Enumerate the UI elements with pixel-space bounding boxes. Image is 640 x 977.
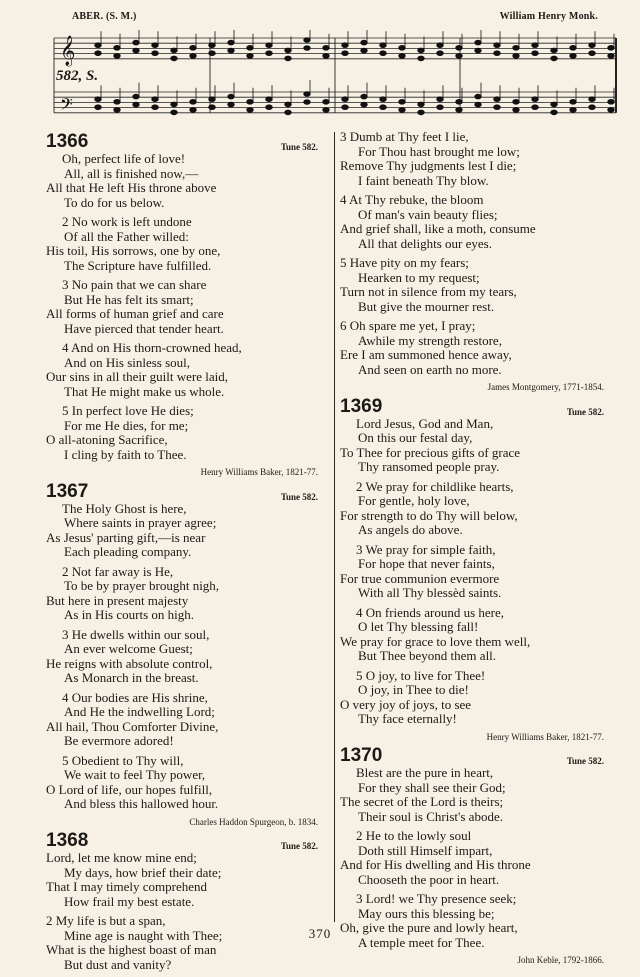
note-head [399, 54, 405, 59]
note-head [570, 46, 576, 51]
note-head [418, 56, 424, 61]
stanza [340, 130, 616, 188]
note-head [494, 97, 500, 102]
hymn-tune-ref: Tune 582. [280, 841, 318, 851]
note-head [209, 105, 215, 110]
left-column [46, 130, 330, 977]
stanza [340, 417, 616, 475]
note-head [513, 54, 519, 59]
note-head [437, 97, 443, 102]
note-head [437, 105, 443, 110]
verse-line: Turn not in silence from my tears, [340, 284, 517, 299]
note-head [209, 51, 215, 56]
hymn-header [46, 831, 330, 851]
hymn-number: 1367 [46, 480, 89, 502]
verse-line: 4 And on His thorn-crowned head, [62, 340, 242, 355]
verse-line: To Thee for precious gifts of grace [340, 444, 521, 460]
note-head [361, 102, 367, 107]
verse-line: O let Thy blessing fall! [358, 619, 479, 634]
verse-line: Doth still Himself impart, [358, 842, 493, 858]
hymn-author: Charles Haddon Spurgeon, b. 1834. [189, 816, 318, 827]
verse-line: 3 We pray for simple faith, [356, 541, 496, 557]
stanza [46, 215, 330, 273]
verse-line: The Holy Ghost is here, [62, 500, 187, 516]
verse-line: 2 My life is but a span, [46, 913, 166, 928]
verse-line: As Jesus' parting gift,—is near [46, 529, 206, 545]
note-head [228, 40, 234, 45]
verse-line: 4 Our bodies are His shrine, [62, 689, 208, 705]
note-head [171, 48, 177, 53]
note-head [95, 97, 101, 102]
verse-line: On this our festal day, [358, 430, 473, 445]
stanza [46, 502, 330, 560]
hymn-author: James Montgomery, 1771-1854. [487, 382, 604, 392]
verse-line: For gentle, holy love, [358, 493, 470, 508]
note-head [323, 108, 329, 113]
column-divider [334, 132, 335, 922]
verse-line: O very joy of joys, to see [340, 696, 472, 712]
note-head [114, 100, 120, 105]
verse-line: And bless this hallowed hour. [64, 796, 219, 811]
verse-line: And grief shall, like a moth, consume [340, 221, 536, 236]
tune-reference: 582, S. [56, 68, 99, 84]
verse-line: A temple meet for Thee. [358, 934, 485, 950]
stanza [46, 565, 330, 623]
note-head [551, 48, 557, 53]
note-head [95, 51, 101, 56]
verse-line: 3 Dumb at Thy feet I lie, [340, 129, 469, 144]
hymn [46, 132, 330, 480]
verse-line: An ever welcome Guest; [64, 641, 193, 656]
note-head [589, 51, 595, 56]
right-column [340, 130, 616, 970]
note-head [152, 43, 158, 48]
verse-line: How frail my best estate. [64, 893, 195, 909]
note-head [532, 51, 538, 56]
verse-line: 3 No pain that we can share [62, 277, 207, 292]
verse-line: But dust and vanity? [64, 956, 172, 972]
verse-line: Our sins in all their guilt were laid, [46, 369, 228, 384]
verse-line: All that He left His throne above [46, 180, 217, 195]
note-head [418, 102, 424, 107]
verse-line: Hearken to my request; [358, 269, 480, 285]
verse-line: Mine age is naught with Thee; [64, 927, 223, 943]
note-head [532, 105, 538, 110]
note-head [589, 97, 595, 102]
note-head [171, 102, 177, 107]
note-head [323, 100, 329, 105]
verse-line: For hope that never faints, [358, 556, 495, 571]
stanza [340, 606, 616, 664]
note-head [437, 51, 443, 56]
note-head [513, 100, 519, 105]
note-head [209, 97, 215, 102]
verse-line: O joy, in Thee to die! [358, 682, 469, 697]
verse-line: I faint beneath Thy blow. [358, 172, 489, 188]
verse-line: As in His courts on high. [64, 607, 194, 622]
verse-line: For Thou hast brought me low; [358, 143, 520, 159]
verse-line: Oh, perfect life of love! [62, 151, 186, 166]
note-head [114, 54, 120, 59]
hymn-number: 1366 [46, 131, 89, 152]
composer-name: William Henry Monk. [499, 11, 598, 22]
note-head [285, 110, 291, 115]
verse-line: 5 O joy, to live for Thee! [356, 667, 486, 683]
note-head [304, 38, 310, 43]
hymn-number: 1370 [340, 745, 383, 766]
verse-line: For they shall see their God; [358, 779, 506, 795]
hymn-author: John Keble, 1792-1866. [517, 955, 604, 965]
verse-line: Where saints in prayer agree; [64, 515, 217, 530]
verse-line: 5 Obedient to Thy will, [62, 752, 184, 768]
stanza [340, 543, 616, 601]
note-head [247, 46, 253, 51]
verse-line: We wait to feel Thy power, [64, 767, 206, 782]
verse-line: We pray for grace to love them well, [340, 633, 531, 649]
verse-line: He reigns with absolute control, [46, 655, 213, 671]
verse-line: 5 Have pity on my fears; [340, 255, 469, 270]
note-head [95, 105, 101, 110]
verse-line: As Monarch in the breast. [64, 670, 199, 685]
note-head [266, 105, 272, 110]
note-head [228, 94, 234, 99]
note-head [380, 105, 386, 110]
verse-line: I cling by faith to Thee. [64, 446, 187, 462]
note-head [323, 54, 329, 59]
note-head [190, 46, 196, 51]
verse-line: Ere I am summoned hence away, [340, 347, 512, 362]
note-head [475, 48, 481, 53]
note-head [456, 108, 462, 113]
note-head [589, 105, 595, 110]
verse-line: 4 On friends around us here, [356, 604, 505, 620]
verse-line: To be by prayer brought nigh, [64, 578, 220, 593]
note-head [171, 56, 177, 61]
verse-line: Be evermore adored! [64, 733, 174, 748]
note-head [456, 100, 462, 105]
note-head [399, 108, 405, 113]
note-head [570, 54, 576, 59]
stanza [340, 669, 616, 727]
stanza [340, 766, 616, 824]
note-head [152, 105, 158, 110]
verse-line: May ours this blessing be; [358, 905, 495, 921]
bass-clef-icon: 𝄢 [60, 95, 73, 118]
verse-line: But here in present majesty [46, 592, 189, 608]
hymn-tune-ref: Tune 582. [566, 756, 604, 766]
hymn-author: Henry Williams Baker, 1821-77. [486, 731, 604, 742]
stanza [46, 914, 330, 972]
stanza [46, 404, 330, 462]
note-head [228, 48, 234, 53]
note-head [456, 46, 462, 51]
note-head [133, 40, 139, 45]
treble-clef-icon: 𝄞 [60, 35, 76, 65]
hymn [46, 831, 330, 972]
verse-line: Of man's vain beauty flies; [358, 206, 498, 222]
verse-line: The secret of the Lord is theirs; [340, 794, 504, 809]
verse-line: O all-atoning Sacrifice, [46, 432, 168, 447]
note-head [266, 43, 272, 48]
stanza [340, 480, 616, 538]
stanza [46, 152, 330, 210]
hymn-number: 1369 [340, 395, 383, 417]
note-head [152, 51, 158, 56]
verse-line: All that delights our eyes. [358, 235, 492, 251]
hymn-header [46, 132, 330, 152]
verse-line: For strength to do Thy will below, [340, 507, 518, 523]
note-head [475, 94, 481, 99]
note-head [532, 97, 538, 102]
note-head [133, 94, 139, 99]
verse-line: All, all is finished now,— [64, 165, 199, 181]
note-head [190, 108, 196, 113]
stanza [340, 319, 616, 377]
hymn-tune-ref: Tune 582. [566, 406, 604, 417]
verse-line: 2 No work is left undone [62, 214, 192, 229]
verse-line: Of all the Father willed: [64, 228, 189, 244]
hymn-header [340, 397, 616, 417]
note-head [532, 43, 538, 48]
note-head [323, 46, 329, 51]
note-head [342, 51, 348, 56]
note-head [266, 97, 272, 102]
verse-line: And for His dwelling and His throne [340, 857, 531, 872]
note-head [399, 100, 405, 105]
verse-line: 3 He dwells within our soul, [62, 626, 210, 642]
hymn-tune-ref: Tune 582. [280, 142, 318, 152]
verse-line: For me He dies, for me; [64, 417, 189, 433]
verse-line: O Lord of life, our hopes fulfill, [46, 781, 213, 797]
note-head [494, 105, 500, 110]
note-head [418, 110, 424, 115]
note-head [551, 110, 557, 115]
hymn-author: Henry Williams Baker, 1821-77. [200, 467, 318, 477]
verse-line: Lord, let me know mine end; [46, 850, 197, 865]
note-head [285, 48, 291, 53]
note-head [494, 43, 500, 48]
note-head [608, 46, 614, 51]
verse-line: 6 Oh spare me yet, I pray; [340, 318, 476, 333]
verse-line: 5 In perfect love He dies; [62, 403, 194, 418]
hymn [46, 482, 330, 830]
verse-line: Their soul is Christ's abode. [358, 808, 503, 824]
note-head [494, 51, 500, 56]
note-head [304, 100, 310, 105]
verse-line: For true communion evermore [340, 570, 500, 586]
note-head [513, 108, 519, 113]
note-head [380, 97, 386, 102]
note-head [190, 54, 196, 59]
verse-line: As angels do above. [358, 522, 463, 537]
verse-line: Oh, give the pure and lowly heart, [340, 920, 518, 935]
verse-line: Remove Thy judgments lest I die; [340, 158, 517, 173]
verse-line: Thy ransomed people pray. [358, 459, 500, 474]
note-head [608, 54, 614, 59]
note-head [285, 56, 291, 61]
verse-line: And He the indwelling Lord; [64, 704, 215, 719]
note-head [475, 102, 481, 107]
verse-line: 3 Lord! we Thy presence seek; [356, 891, 517, 906]
note-head [589, 43, 595, 48]
note-head [342, 43, 348, 48]
note-head [304, 46, 310, 51]
verse-line: My days, how brief their date; [64, 864, 222, 880]
stanza [46, 278, 330, 336]
hymn-header [340, 746, 616, 766]
verse-line: 4 At Thy rebuke, the bloom [340, 192, 484, 207]
note-head [285, 102, 291, 107]
tune-name: ABER. (S. M.) [72, 11, 137, 22]
verse-line: Thy face eternally! [358, 711, 457, 726]
note-head [342, 97, 348, 102]
verse-line: Blest are the pure in heart, [356, 765, 494, 780]
page-number: 370 [308, 926, 332, 941]
note-head [95, 43, 101, 48]
hymn-header [46, 482, 330, 502]
note-head [608, 108, 614, 113]
music-score [50, 30, 618, 130]
note-head [209, 43, 215, 48]
note-head [570, 100, 576, 105]
verse-line: Lord Jesus, God and Man, [356, 415, 494, 431]
note-head [361, 48, 367, 53]
note-head [304, 92, 310, 97]
verse-line: But give the mourner rest. [358, 298, 495, 314]
verse-line: But He has felt its smart; [64, 291, 194, 307]
stanza [340, 193, 616, 251]
stanza [340, 829, 616, 887]
note-head [418, 48, 424, 53]
note-head [171, 110, 177, 115]
hymn [340, 397, 616, 745]
stanza [46, 754, 330, 812]
note-head [361, 40, 367, 45]
verse-line: 2 We pray for childlike hearts, [356, 478, 514, 494]
note-head [380, 43, 386, 48]
hymn-tune-ref: Tune 582. [280, 491, 318, 502]
note-head [551, 56, 557, 61]
note-head [266, 51, 272, 56]
note-head [114, 108, 120, 113]
verse-line: All forms of human grief and care [46, 306, 224, 321]
hymn-number: 1368 [46, 830, 89, 851]
verse-line: 2 Not far away is He, [62, 563, 174, 579]
note-head [114, 46, 120, 51]
note-head [247, 108, 253, 113]
note-head [152, 97, 158, 102]
note-head [361, 94, 367, 99]
verse-line: And seen on earth no more. [358, 361, 502, 377]
verse-line: The Scripture have fulfilled. [64, 257, 212, 273]
verse-line: That He might make us whole. [64, 383, 225, 399]
stanza [46, 691, 330, 749]
note-head [380, 51, 386, 56]
note-head [475, 40, 481, 45]
note-head [247, 54, 253, 59]
verse-line: Chooseth the poor in heart. [358, 871, 500, 887]
note-head [342, 105, 348, 110]
verse-line: That I may timely comprehend [46, 879, 208, 894]
hymn-continued [340, 130, 616, 395]
note-head [133, 102, 139, 107]
note-head [551, 102, 557, 107]
note-head [228, 102, 234, 107]
verse-line: 2 He to the lowly soul [356, 828, 472, 843]
note-head [190, 100, 196, 105]
note-head [513, 46, 519, 51]
verse-line: Each pleading company. [64, 544, 192, 559]
note-head [456, 54, 462, 59]
verse-line: With all Thy blessèd saints. [358, 585, 502, 600]
stanza [46, 851, 330, 909]
note-head [437, 43, 443, 48]
stanza [46, 341, 330, 399]
note-head [133, 48, 139, 53]
verse-line: His toil, His sorrows, one by one, [46, 243, 221, 258]
note-head [247, 100, 253, 105]
verse-line: All hail, Thou Comforter Divine, [46, 718, 219, 734]
verse-line: Awhile my strength restore, [358, 332, 502, 348]
verse-line: To do for us below. [64, 194, 165, 210]
verse-line: But Thee beyond them all. [358, 648, 497, 663]
verse-line: Have pierced that tender heart. [64, 320, 224, 336]
note-head [570, 108, 576, 113]
stanza [46, 628, 330, 686]
stanza [340, 256, 616, 314]
verse-line: And on His sinless soul, [64, 354, 191, 370]
note-head [608, 100, 614, 105]
verse-line: What is the highest boast of man [46, 942, 217, 957]
note-head [399, 46, 405, 51]
